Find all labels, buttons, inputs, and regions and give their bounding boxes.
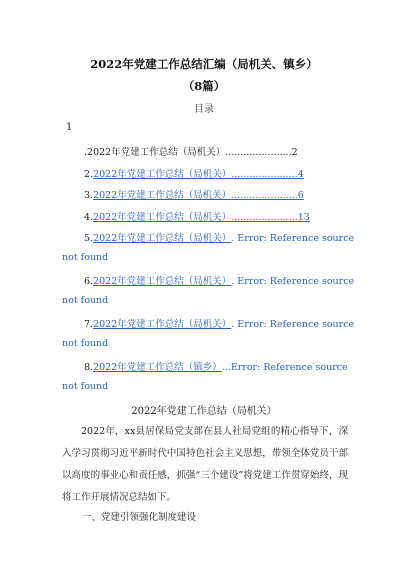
toc-start-number: 1 (66, 122, 73, 133)
toc-error-text: . Error: Reference source (231, 233, 355, 244)
toc-entry-prefix: 7. (84, 319, 94, 330)
toc-entry-prefix: 5. (84, 233, 94, 244)
toc-entry-link[interactable]: 2022年党建工作总结（局机关） (93, 233, 232, 244)
toc-entry-prefix: 4. (84, 212, 94, 223)
toc-error-text: ...Error: Reference source (221, 362, 348, 373)
toc-entry-link[interactable]: 2022年党建工作总结（局机关） (93, 169, 232, 180)
toc-entry-error[interactable] (84, 230, 355, 244)
toc-entry-error[interactable] (84, 316, 355, 330)
toc-entry-page: 6 (297, 190, 304, 201)
toc-entry-error[interactable] (84, 273, 355, 287)
toc-entry-error[interactable] (84, 359, 346, 373)
toc-entry-dots: ...................... (225, 147, 292, 158)
toc-error-continuation: not found (62, 338, 109, 349)
toc-error-text: . Error: Reference source (231, 319, 355, 330)
toc-entry-link[interactable]: 2022年党建工作总结（局机关） (93, 190, 232, 201)
toc-entry-dots: ...................... (231, 190, 298, 201)
document-subtitle: （8篇） (182, 79, 226, 93)
toc-entry-text: 2022年党建工作总结（局机关） (87, 147, 226, 158)
toc-entry-page: 2 (291, 147, 298, 158)
toc-entry-dots: ...................... (231, 169, 298, 180)
toc-error-text: . Error: Reference source (231, 276, 355, 287)
toc-entry-page: 4 (297, 169, 304, 180)
toc-entry-prefix: 6. (84, 276, 94, 287)
toc-entry[interactable] (84, 209, 346, 223)
toc-entry[interactable] (84, 187, 346, 201)
section-title: 2022年党建工作总结（局机关） (131, 406, 277, 417)
toc-error-continuation: not found (62, 252, 109, 263)
toc-entry-prefix: 2. (84, 169, 94, 180)
toc-entry-link[interactable]: 2022年党建工作总结（镇乡） (93, 362, 222, 373)
toc-error-continuation: not found (62, 381, 109, 392)
toc-entry-dots: ...................... (231, 212, 298, 223)
intro-paragraph: 2022年，xx县居保局党支部在县人社局党组的精心指导下，深入学习贯彻习近平新时代中国特色社会主义思想，带领全体党员干部以高度的事业心和责任感，抓强“三个建设”将党建工作贯穿始终，现将工作开展情况总结如下。 (62, 426, 348, 503)
toc-entry-link[interactable]: 2022年党建工作总结（局机关） (93, 319, 232, 330)
toc-entry-prefix: 3. (84, 190, 94, 201)
toc-entry[interactable] (84, 144, 346, 158)
section-heading: 一、党建引领强化制度建设 (82, 512, 197, 523)
toc-heading: 目录 (194, 104, 214, 115)
toc-entry-link[interactable]: 2022年党建工作总结（局机关） (93, 276, 232, 287)
document-title: 2022年党建工作总结汇编（局机关、镇乡） (90, 57, 318, 71)
toc-error-continuation: not found (62, 295, 109, 306)
toc-entry-prefix: . (84, 147, 88, 158)
toc-entry-page: 13 (297, 212, 310, 223)
toc-entry[interactable] (84, 166, 346, 180)
toc-entry-link[interactable]: 2022年党建工作总结（局机关） (93, 212, 232, 223)
toc-entry-prefix: 8. (84, 362, 94, 373)
